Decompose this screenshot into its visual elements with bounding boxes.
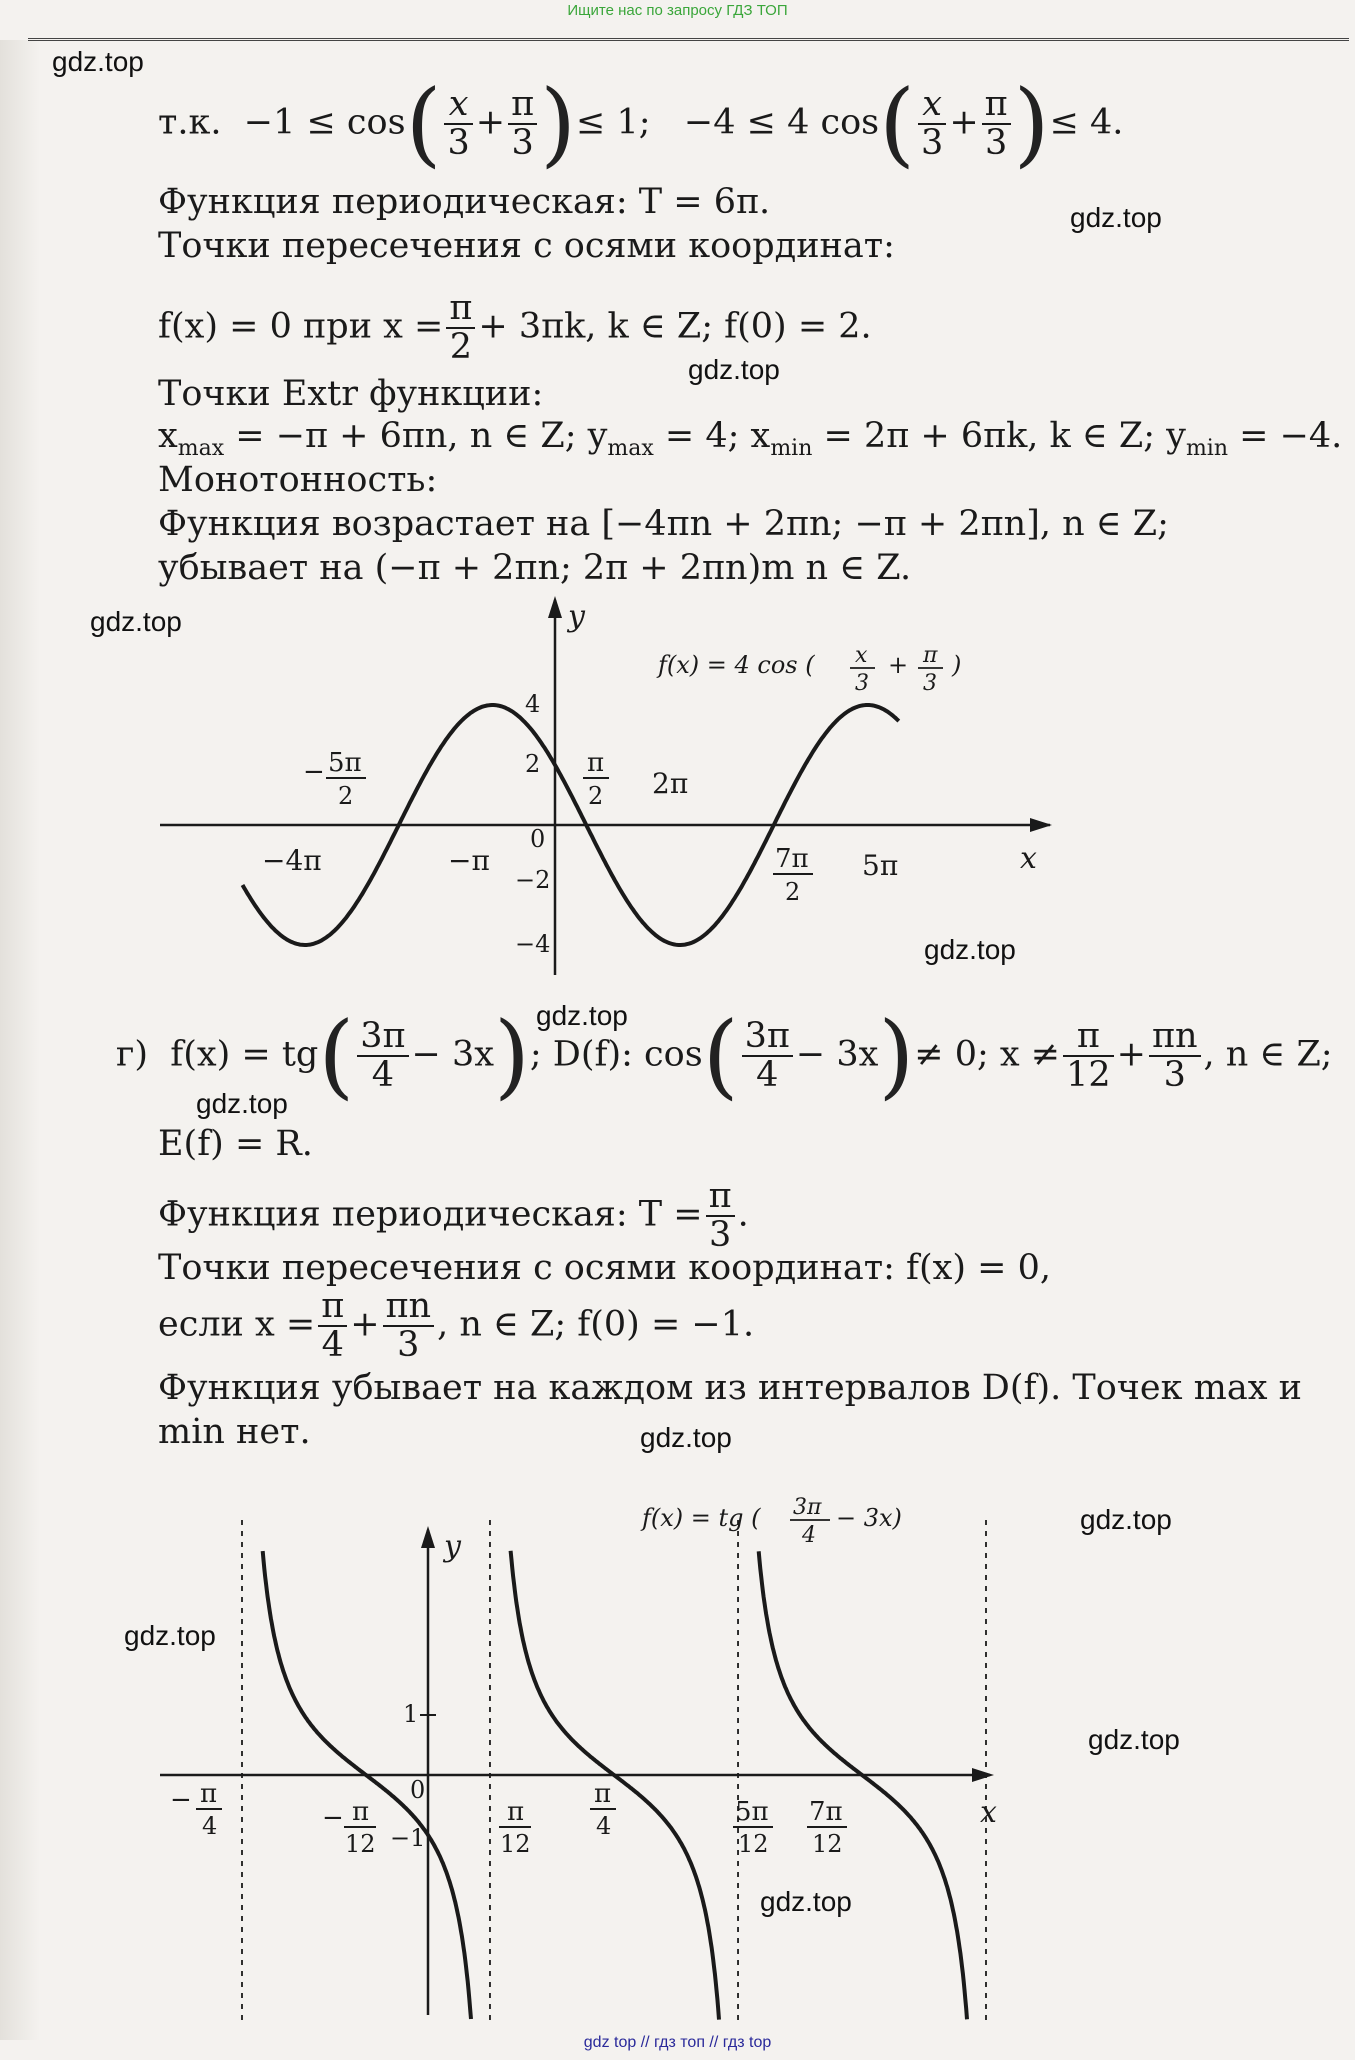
- watermark: gdz.top: [1070, 202, 1162, 233]
- footer-links[interactable]: gdz top // гдз топ // гдз top: [583, 2034, 772, 2051]
- svg-text:π: π: [923, 643, 938, 668]
- x-axis-arrow: [972, 1768, 994, 1782]
- watermark: gdz.top: [196, 1088, 288, 1119]
- tick-label-2pi: 2π: [652, 767, 689, 800]
- svg-text:): ): [952, 651, 962, 679]
- svg-text:12: 12: [500, 1830, 531, 1858]
- tick-label-y4: 4: [525, 690, 541, 718]
- asymptotes: [242, 1520, 986, 2020]
- tg-decreasing-line: Функция убывает на каждом из интервалов D(f). Точек max и: [158, 1368, 1302, 1408]
- x-axis-label: x: [980, 1795, 997, 1830]
- tick-label-ym4: −4: [515, 930, 551, 958]
- y-axis-arrow: [548, 596, 562, 618]
- tangent-branch: [759, 1551, 967, 2019]
- tg-period-line: Функция периодическая: T = $\frac{\pi}{3}$ .: [158, 1176, 749, 1255]
- top-search-hint[interactable]: Ищите нас по запросу ГДЗ ТОП: [567, 2, 788, 19]
- tick-label-m5pi2: [303, 748, 366, 810]
- zeros-line: f(x) = 0 при x = $\frac{\pi}{2}$ + 3πk, k ∈ Z; f(0) = 2.: [158, 288, 872, 367]
- bounds-line: т.к. −1 ≤ cos( $\frac{x}{3}$ + $\frac{\pi}{3}$ )≤ 1; −4 ≤ 4 cos( $\frac{x}{3}$ + $\frac{\pi}{3}$ )≤ 4.: [158, 70, 1124, 177]
- watermark: gdz.top: [760, 1886, 852, 1917]
- tg-no-extrema-line: min нет.: [158, 1412, 311, 1452]
- svg-text:3π: 3π: [793, 1495, 822, 1520]
- x-axis-arrow: [1030, 818, 1052, 832]
- y-axis-arrow: [421, 1526, 435, 1548]
- tick-label-mpi12: [322, 1797, 376, 1858]
- tick-label-y2: 2: [525, 750, 541, 778]
- svg-text:−: −: [303, 757, 325, 787]
- watermark: gdz.top: [924, 934, 1016, 965]
- svg-text:5π: 5π: [735, 1797, 769, 1827]
- watermark: gdz.top: [1080, 1504, 1172, 1535]
- svg-text:2: 2: [338, 782, 354, 810]
- svg-text:π: π: [352, 1797, 370, 1827]
- svg-text:f(x) = 4 cos (: f(x) = 4 cos (: [658, 651, 815, 679]
- svg-text:5π: 5π: [328, 748, 362, 778]
- svg-text:12: 12: [812, 1830, 843, 1858]
- monotonicity-heading: Монотонность:: [158, 460, 438, 500]
- tick-label-mpi: −π: [448, 844, 490, 877]
- svg-text:2: 2: [785, 878, 801, 906]
- svg-text:π: π: [200, 1779, 218, 1809]
- extr-line: $x_{max} = -\pi + 6\pi n$, n ∈ Z; $y_{max} = 4$; $x_{min} = 2\pi + 6\pi k$, k ∈ Z; $y_{min} = -4$.: [158, 416, 1343, 461]
- tick-label-pi2: [583, 748, 609, 810]
- svg-text:π: π: [587, 748, 605, 778]
- tangent-function-line: г) f(x) = tg( $\frac{3\pi}{4}$ − 3x); D(f): cos( $\frac{3\pi}{4}$ − 3x)≠ 0; x ≠ $\frac{\pi}{12}$ + $\frac{\pi n}{3}$ , n ∈ Z;: [116, 1002, 1333, 1109]
- tangent-branch: [263, 1551, 471, 2019]
- tick-label-mpi4: [170, 1779, 222, 1840]
- svg-text:4: 4: [202, 1812, 218, 1840]
- tick-label-y1: 1: [403, 1700, 419, 1728]
- svg-text:−: −: [322, 1803, 344, 1833]
- y-axis-label: y: [568, 599, 585, 634]
- svg-text:2: 2: [588, 782, 604, 810]
- svg-text:4: 4: [596, 1812, 612, 1840]
- extr-heading: Точки Extr функции:: [158, 374, 544, 414]
- x-axis-label: x: [1020, 841, 1037, 876]
- watermark: gdz.top: [536, 1000, 628, 1031]
- watermark: gdz.top: [1088, 1724, 1180, 1755]
- y-axis-label: y: [444, 1529, 461, 1564]
- svg-text:x: x: [855, 643, 868, 668]
- watermark: gdz.top: [90, 606, 182, 637]
- tick-label-ym1: −1: [390, 1824, 426, 1852]
- watermark: gdz.top: [124, 1620, 216, 1651]
- tick-label-5pi: 5π: [862, 849, 899, 882]
- svg-text:12: 12: [345, 1830, 376, 1858]
- intersections-heading: Точки пересечения с осями координат:: [158, 226, 895, 266]
- svg-text:3: 3: [855, 671, 869, 696]
- top-rule: [28, 38, 1349, 41]
- tick-label-ym2: −2: [515, 866, 551, 894]
- watermark: gdz.top: [688, 354, 780, 385]
- tick-label-pi4: [590, 1779, 616, 1840]
- tick-label-m4pi: −4π: [262, 844, 322, 877]
- cosine-graph: [0, 590, 1355, 990]
- tick-label-pi12: [499, 1797, 531, 1858]
- svg-text:π: π: [507, 1797, 525, 1827]
- svg-text:7π: 7π: [809, 1797, 843, 1827]
- tick-label-7pi2: [773, 844, 813, 906]
- svg-text:+: +: [888, 651, 909, 679]
- tangent-branch: [511, 1551, 719, 2020]
- tg-intersections-line: Точки пересечения с осями координат: f(x) = 0,: [158, 1248, 1051, 1288]
- tg-zeros-line: если x = $\frac{\pi}{4}$ + $\frac{\pi n}{3}$ , n ∈ Z; f(0) = −1.: [158, 1286, 755, 1365]
- svg-text:3: 3: [923, 671, 937, 696]
- tick-label-y0: 0: [530, 825, 546, 853]
- svg-text:12: 12: [738, 1830, 769, 1858]
- tangent-branches: [263, 1551, 967, 2020]
- svg-text:π: π: [594, 1779, 612, 1809]
- period-text: Функция периодическая: T = 6π.: [158, 182, 771, 222]
- tick-label-y0: 0: [410, 1776, 426, 1804]
- range-text: E(f) = R.: [158, 1124, 313, 1164]
- watermark: gdz.top: [640, 1422, 732, 1453]
- svg-text:4: 4: [802, 1523, 816, 1548]
- svg-text:f(x) = tg (: f(x) = tg (: [642, 1504, 761, 1532]
- tick-label-7pi12: [807, 1797, 847, 1858]
- watermark: gdz.top: [52, 46, 144, 77]
- cosine-formula-label: [656, 643, 961, 696]
- svg-text:−: −: [170, 1785, 192, 1815]
- tangent-graph: [0, 1490, 1355, 2030]
- decreasing-line: убывает на (−π + 2πn; 2π + 2πn)m n ∈ Z.: [158, 548, 912, 588]
- tangent-formula-label: [640, 1495, 902, 1548]
- svg-text:7π: 7π: [775, 844, 809, 874]
- increasing-line: Функция возрастает на [−4πn + 2πn; −π + 2πn], n ∈ Z;: [158, 504, 1169, 544]
- svg-text:− 3x): − 3x): [836, 1504, 902, 1532]
- tick-label-5pi12: [733, 1797, 773, 1858]
